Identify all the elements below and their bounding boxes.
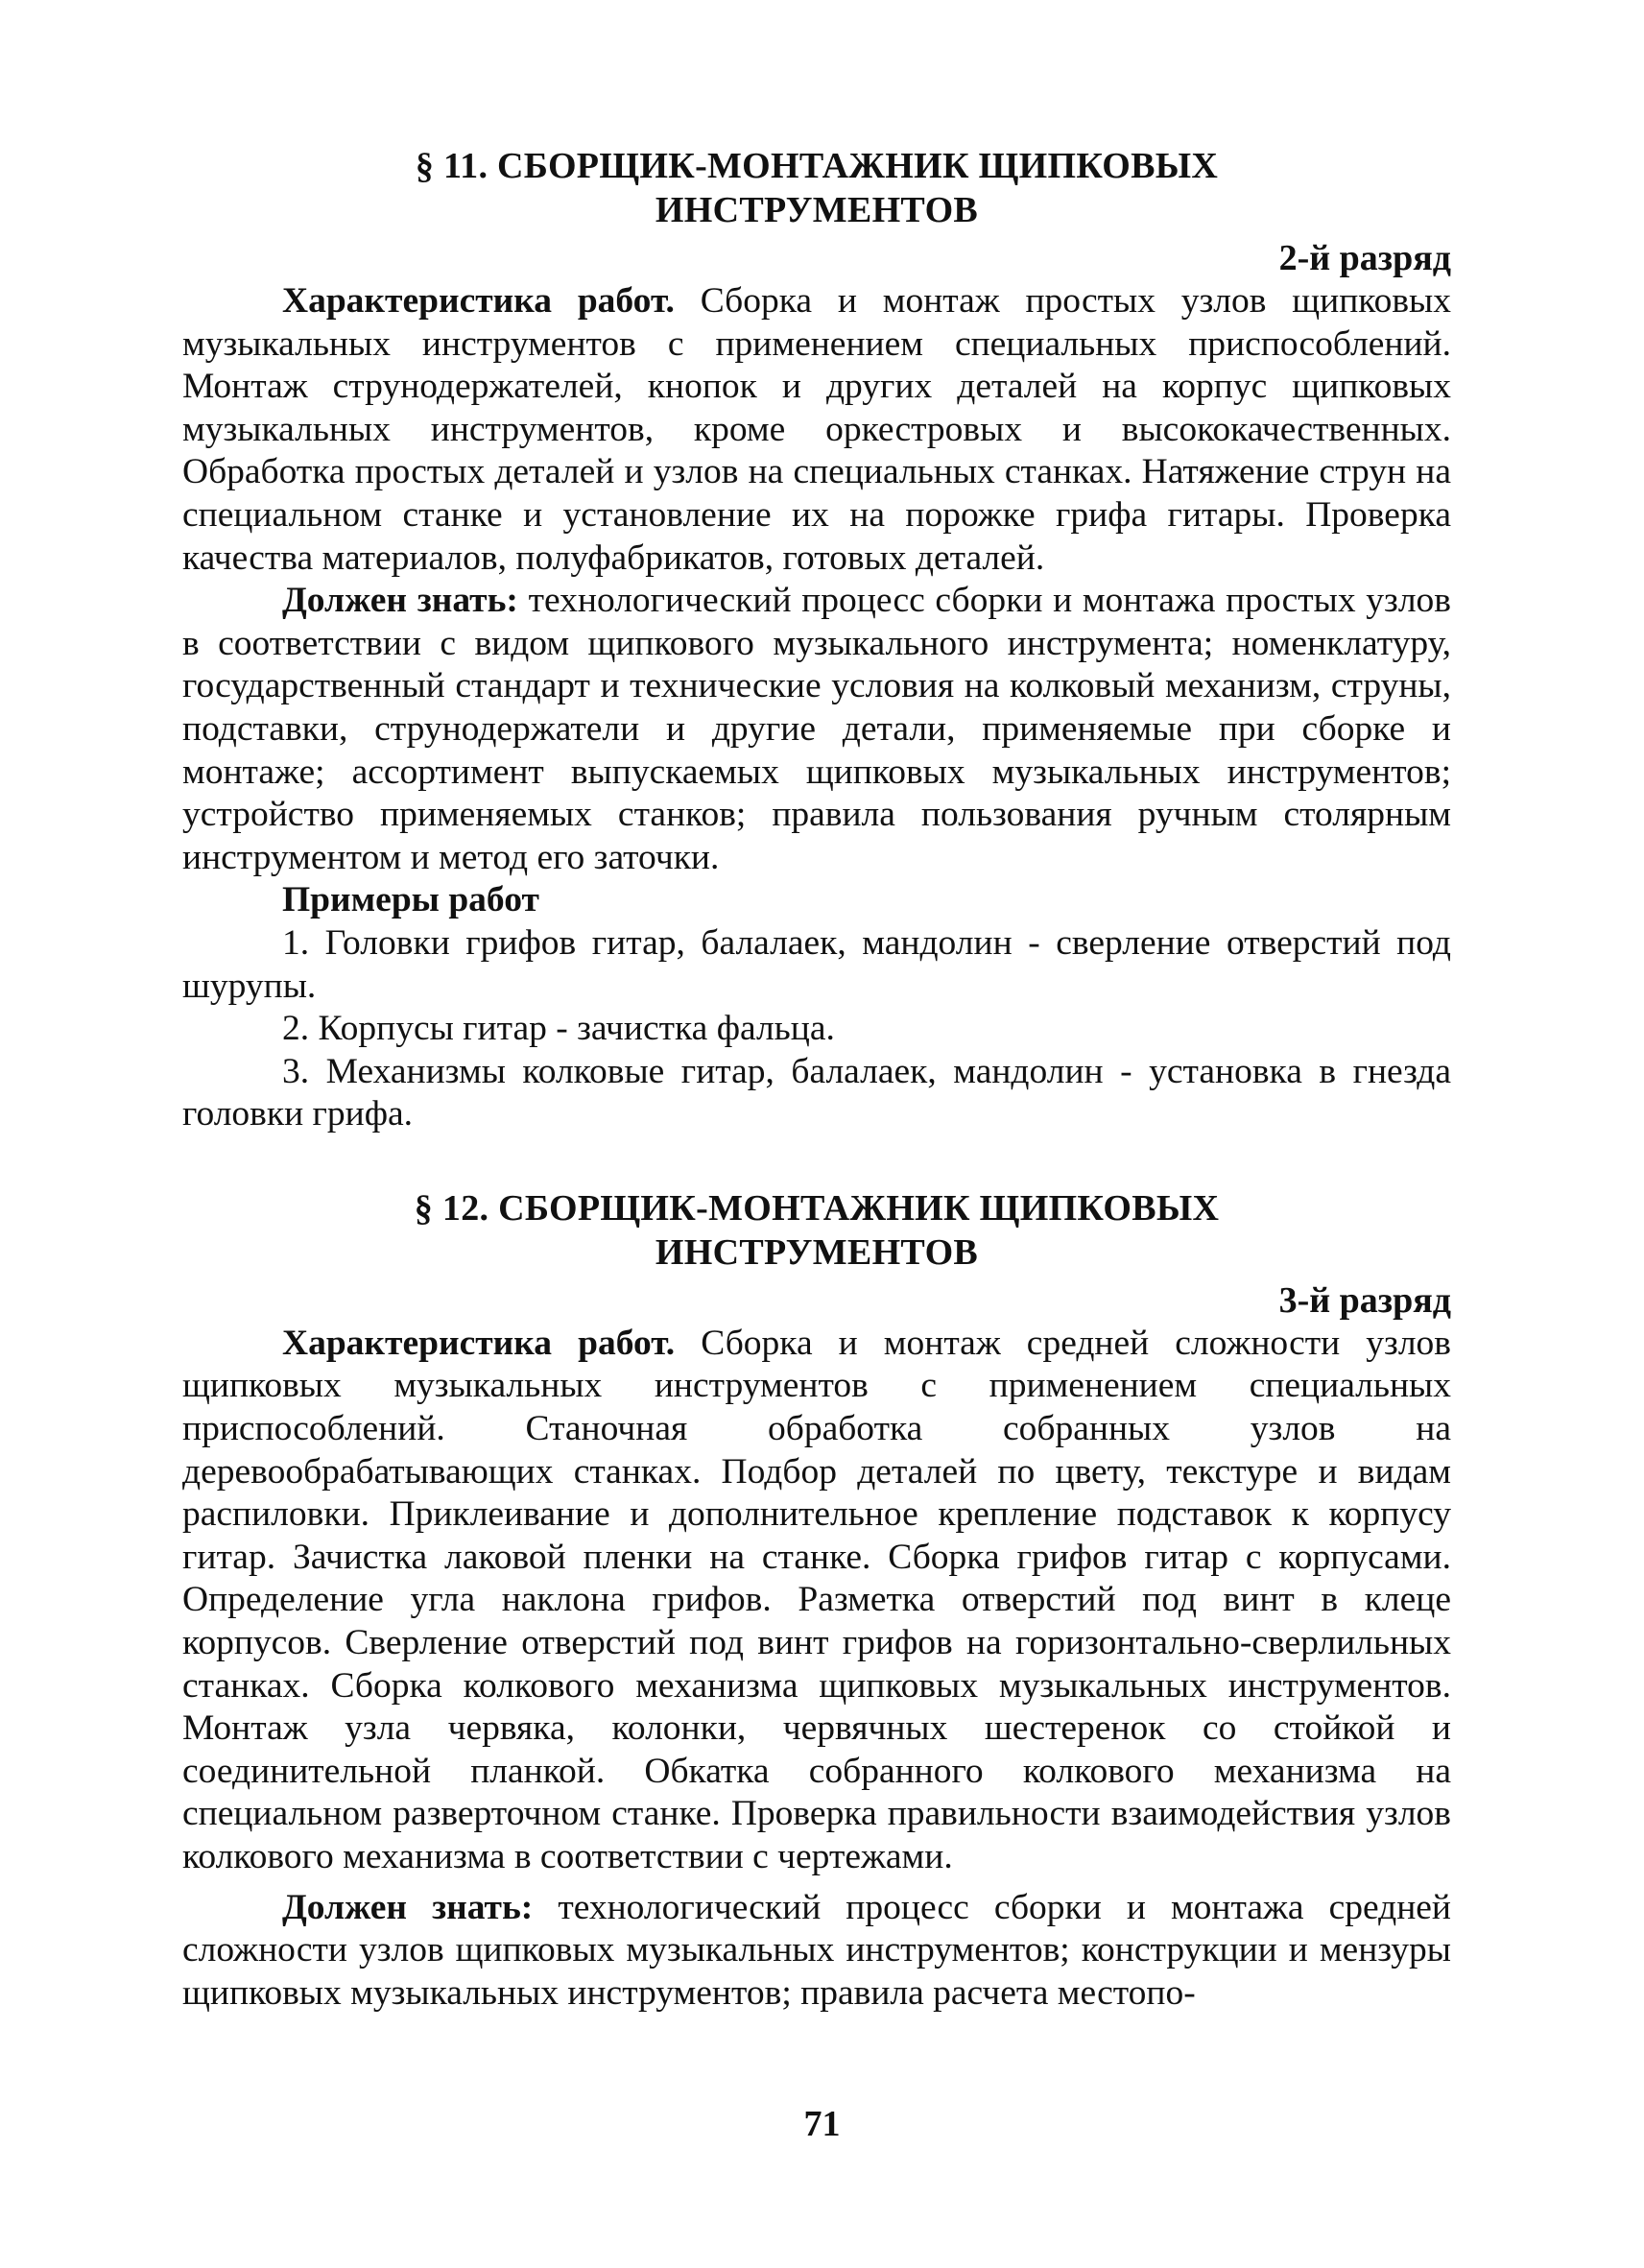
characteristics-paragraph [182,1323,1451,1879]
section-12 [182,1186,1451,2016]
paragraph-spacer [182,1879,1451,1887]
knowledge-label: Должен знать: [282,1887,534,1927]
section-title-line1: § 11. СБОРЩИК-МОНТАЖНИК ЩИПКОВЫХ [415,146,1219,186]
grade-label: 3-й разряд [1278,1279,1451,1321]
knowledge-paragraph [182,580,1451,879]
characteristics-text: Сборка и монтаж простых узлов щипковых музыкальных инструментов с применением специальных приспособлений. Монтаж струнодержателей, кнопок и других деталей на корпус щипковых музыкальных инструментов, кроме оркестровых и высококачественных. Обработка простых деталей и узлов на специальных станках. Натяжение струн на специальном станке и установление их на порожке грифа гитары. Проверка качества материалов, полуфабрикатов, готовых деталей. [182,281,1451,578]
knowledge-label: Должен знать: [282,581,518,621]
example-item: 3. Механизмы колковые гитар, балалаек, мандолин - установка в гнезда головки грифа. [182,1051,1451,1134]
section-11 [182,144,1451,1136]
knowledge-text: технологический процесс сборки и монтажа простых узлов в соответствии с видом щипкового музыкального инструмента; номенклатуру, государственный стандарт и технические условия на колковый механизм, струны, подставки, струнодержатели и другие детали, применяемые при сборке и монтаже; ассортимент выпускаемых щипковых музыкальных инструментов; устройство применяемых станков; правила пользования ручным столярным инструментом и метод его заточки. [182,581,1451,877]
characteristics-paragraph [182,280,1451,580]
knowledge-text: технологический процесс сборки и монтажа средней сложности узлов щипковых музыкальных инструментов; конструкции и мензуры щипковых музыкальных инструментов; правила расчета местопо- [182,1887,1451,2013]
characteristics-text: Сборка и монтаж средней сложности узлов щипковых музыкальных инструментов с применением специальных приспособлений. Станочная обработка собранных узлов на деревообрабатывающих станках. Подбор деталей по цвету, текстуре и видам распиловки. Приклеивание и дополнительное крепление подставок к корпусу гитар. Зачистка лаковой пленки на станке. Сборка грифов гитар с корпусами. Определение угла наклона грифов. Разметка отверстий под винт в клеце корпусов. Сверление отверстий под винт грифов на горизонтально-сверлильных станках. Сборка колкового механизма щипковых музыкальных инструментов. Монтаж узла червяка, колонки, червячных шестеренок со стойкой и соединительной планкой. Обкатка собранного колкового механизма на специальном разверточном станке. Проверка правильности взаимодействия узлов колкового механизма в соответствии с чертежами. [182,1323,1451,1876]
section-title-line2: ИНСТРУМЕНТОВ [655,190,979,230]
example-item: 1. Головки грифов гитар, балалаек, мандолин - сверление отверстий под шурупы. [182,922,1451,1006]
page-number: 71 [803,2104,841,2144]
section-title [182,1186,1451,1275]
section-title-line2: ИНСТРУМЕНТОВ [655,1231,979,1273]
examples-heading: Примеры работ [282,880,539,920]
section-title-line1: § 12. СБОРЩИК-МОНТАЖНИК ЩИПКОВЫХ [414,1187,1220,1229]
example-item: 2. Корпусы гитар - зачистка фальца. [282,1009,835,1049]
section-title [182,144,1451,232]
section-spacer [182,1136,1451,1186]
grade-label: 2-й разряд [1278,238,1451,278]
characteristics-label: Характеристика работ. [282,1323,676,1363]
document-page [182,144,1451,2015]
characteristics-label: Характеристика работ. [282,281,675,321]
knowledge-paragraph [182,1887,1451,2016]
